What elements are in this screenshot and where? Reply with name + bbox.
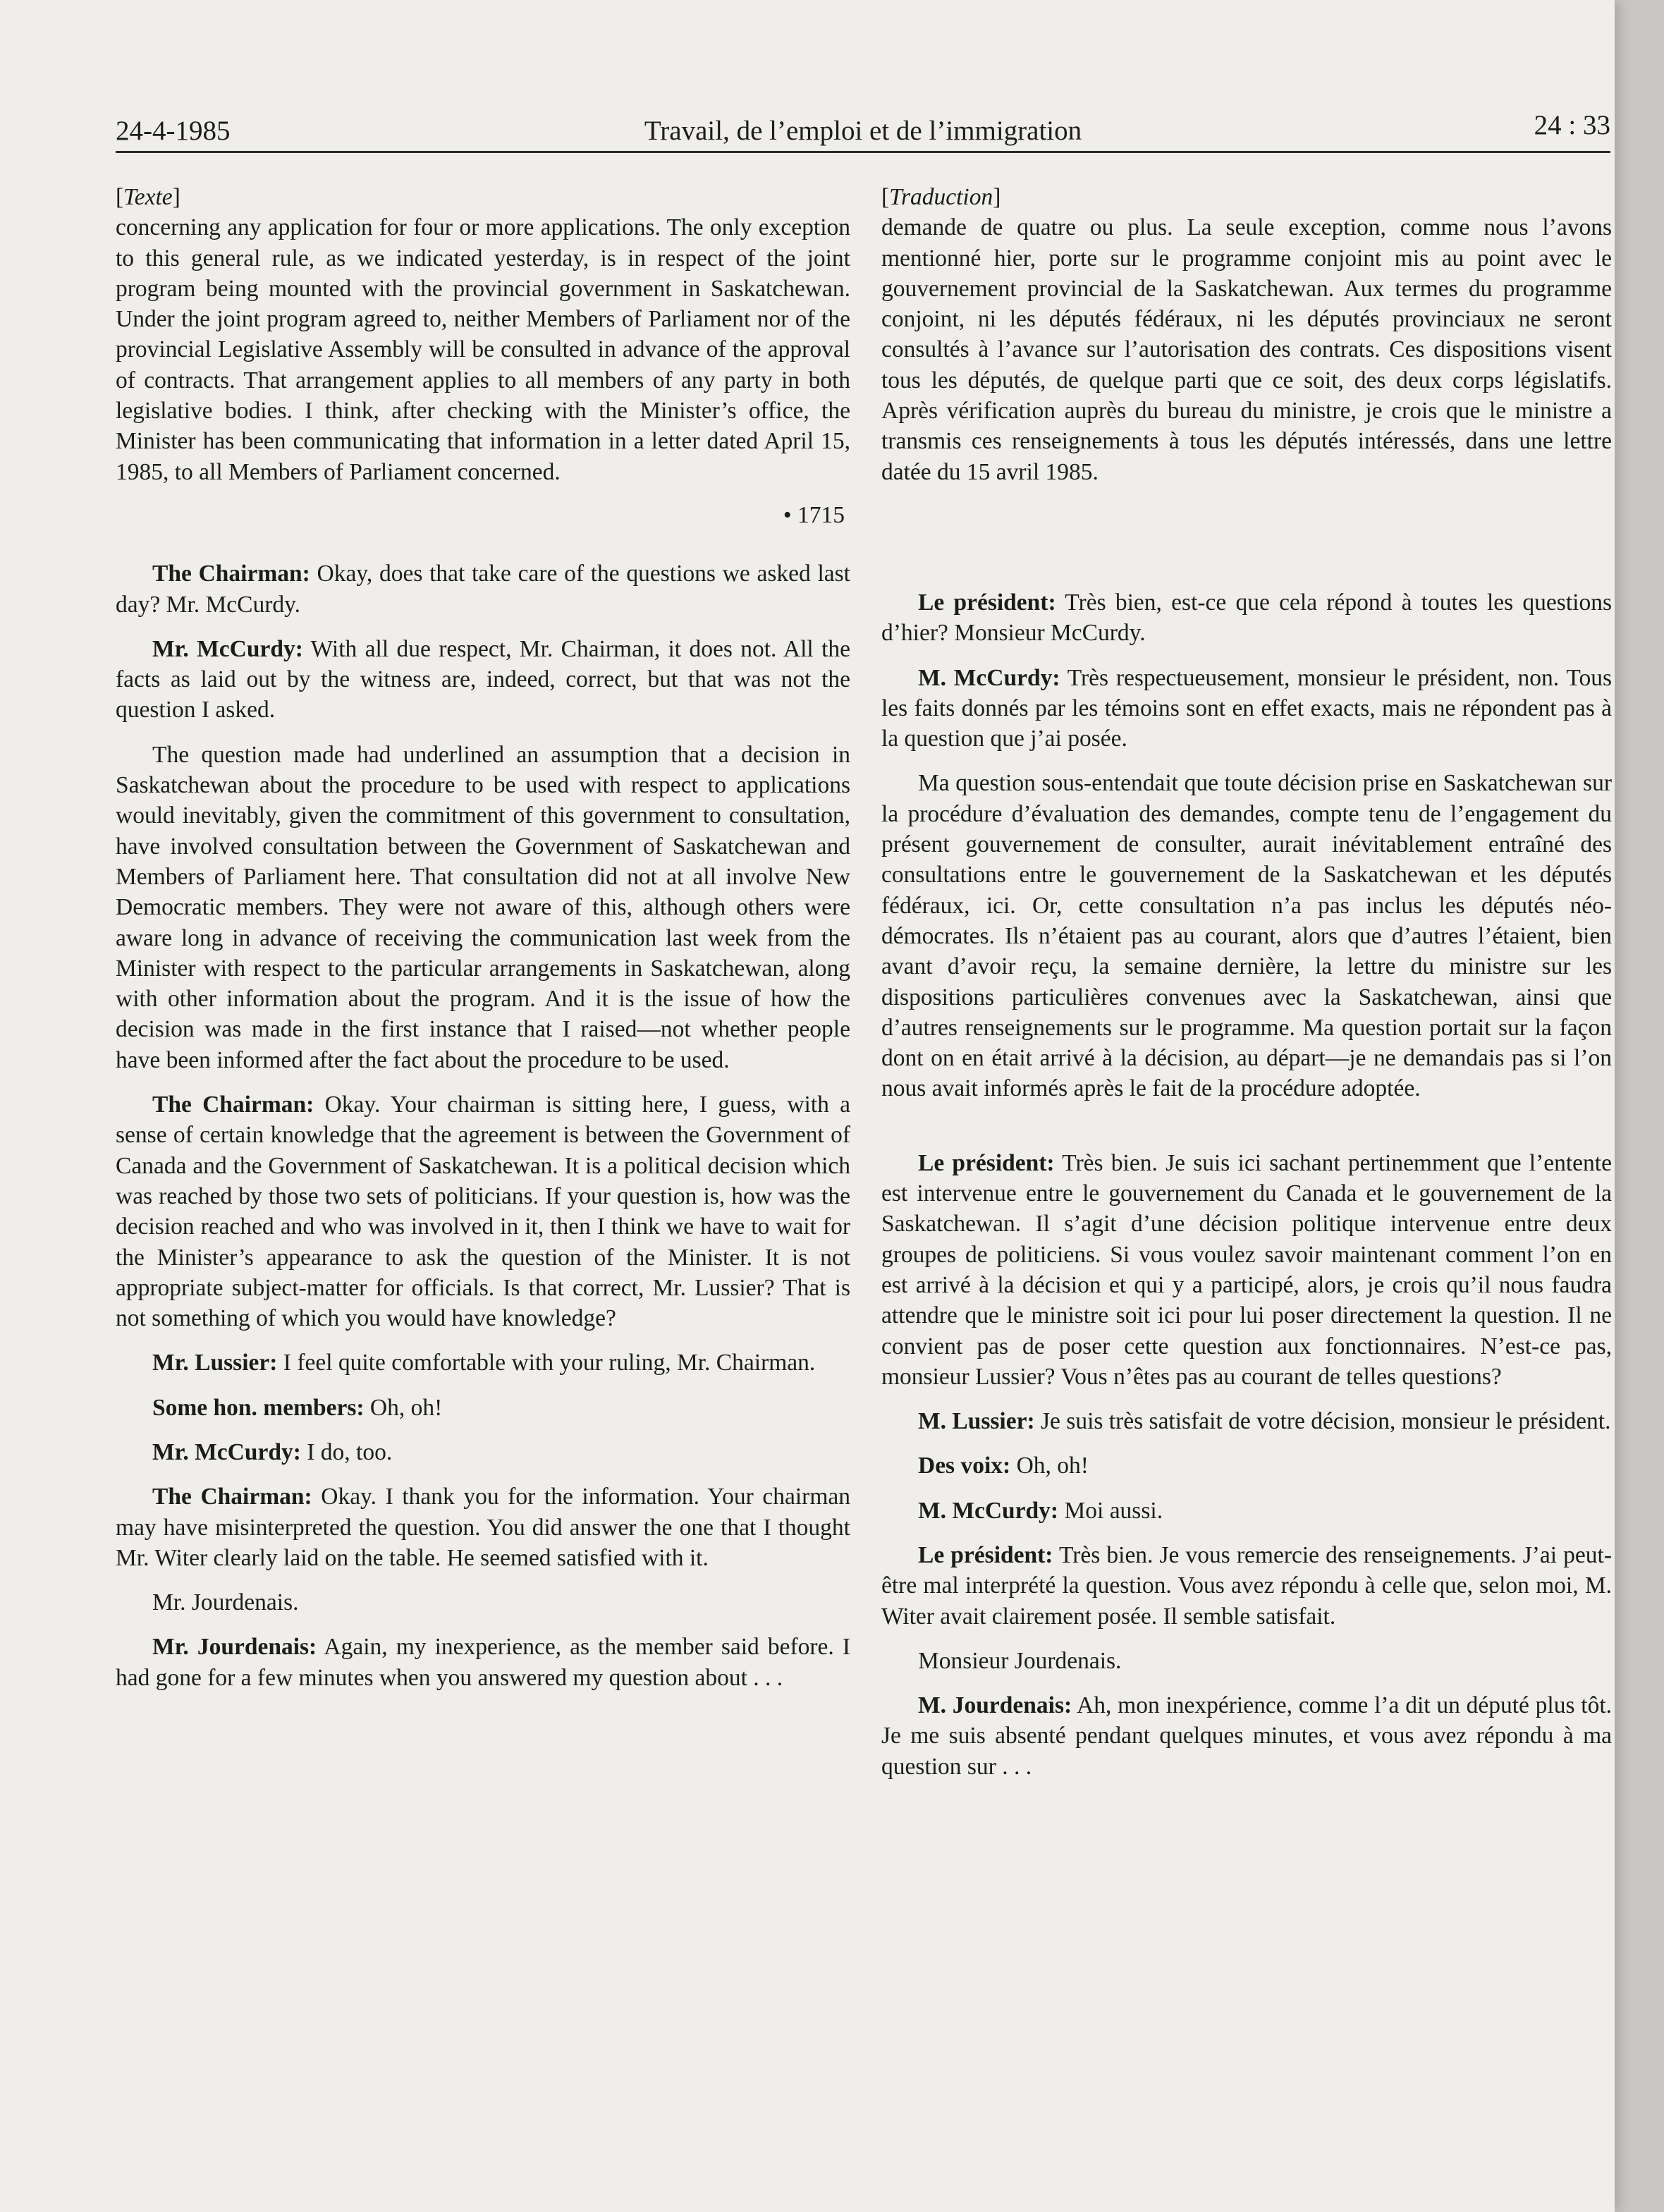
running-header xyxy=(116,107,1610,149)
french-column xyxy=(881,182,1612,1782)
header-date: 24-4-1985 xyxy=(116,116,231,146)
speech-paragraph: The Chairman: Okay, does that take care of the questions we asked last day? Mr. McCurdy. xyxy=(116,561,850,618)
speech-paragraph: Le président: Très bien. Je vous remercie des renseignements. J’ai peut-être mal interprété la question. Vous avez répondu à celle que, selon moi, M. Witer avait clairement posée. Il semble satisfait. xyxy=(881,1541,1612,1630)
english-column xyxy=(116,182,850,1693)
section-label-traduction: [Traduction] xyxy=(881,184,1001,210)
speech-paragraph: Le président: Très bien. Je suis ici sachant pertinemment que l’entente est intervenue entre le gouvernement du Canada et le gouvernement de la Saskatchewan. Il s’agit d’une décision politique intervenue entre deux groupes de politiciens. Si vous voulez savoir maintenant comment l’on en est arrivé à la décision et qui y a participé, alors, je crois qu’il nous faudra attendre que le ministre soit ici pour lui poser directement la question. Il ne convient pas de poser cette question aux fonctionnaires. N’est-ce pas, monsieur Lussier? Vous n’êtes pas au courant de telles questions? xyxy=(881,1149,1612,1390)
speaker-name: Mr. McCurdy: xyxy=(152,1438,301,1465)
speaker-name: Des voix: xyxy=(918,1453,1011,1479)
speech-paragraph: Mr. Lussier: I feel quite comfortable with your ruling, Mr. Chairman. xyxy=(152,1350,816,1376)
speaker-name: Mr. Lussier: xyxy=(152,1350,278,1376)
speech-paragraph: The question made had underlined an assumption that a decision in Saskatchewan about the procedure to be used with respect to applications would inevitably, given the commitment of this government to consultation, have involved consultation between the Government of Saskatchewan and Members of Parliament here. That consultation did not at all involve New Democratic members. They were not aware of this, although others were aware long in advance of receiving the communication last week from the Minister with respect to the particular arrangements in Saskatchewan, along with other information about the program. And it is the issue of how the decision was made in the first instance that I raised—not whether people have been informed after the fact about the procedure to be used. xyxy=(116,741,850,1073)
speech-paragraph: Mr. McCurdy: With all due respect, Mr. Chairman, it does not. All the facts as laid out by the witness are, indeed, correct, but that was not the question I asked. xyxy=(116,635,850,723)
header-rule xyxy=(116,151,1610,153)
section-label-texte: [Texte] xyxy=(116,184,181,210)
time-marker: • 1715 xyxy=(783,501,845,528)
speaker-name: Le président: xyxy=(918,1541,1053,1568)
speaker-name: Some hon. members: xyxy=(152,1394,365,1421)
speaker-name: Le président: xyxy=(918,589,1056,616)
speech-paragraph: M. McCurdy: Moi aussi. xyxy=(918,1497,1163,1524)
speech-paragraph: M. Jourdenais: Ah, mon inexpérience, comme l’a dit un député plus tôt. Je me suis absenté pendant quelques minutes, et vous avez répondu à ma question sur . . . xyxy=(881,1692,1612,1780)
speech-paragraph: Mr. Jourdenais: Again, my inexperience, as the member said before. I had gone for a few minutes when you answered my question about . . . xyxy=(116,1634,850,1691)
opening-text: demande de quatre ou plus. La seule exception, comme nous l’avons mentionné hier, porte sur le programme conjoint mis au point avec le gouvernement provincial de la Saskatchewan. Aux termes du programme conjoint, ni les députés fédéraux, ni les députés provinciaux ne seront consultés à l’avance sur l’autorisation des contrats. Ces dispositions visent tous les députés, de quelque parti que ce soit, des deux corps législatifs. Après vérification auprès du bureau du ministre, je crois que le ministre a transmis ces renseignements à tous les députés intéressés, dans une lettre datée du 15 avril 1985. xyxy=(881,214,1612,485)
header-page-number: 24 : 33 xyxy=(1534,110,1610,140)
speaker-name: M. McCurdy: xyxy=(918,664,1060,691)
header-title: Travail, de l’emploi et de l’immigration xyxy=(644,116,1082,146)
speaker-name: Le président: xyxy=(918,1149,1055,1176)
speech-paragraph: Mr. McCurdy: I do, too. xyxy=(152,1438,393,1465)
speaker-name: M. McCurdy: xyxy=(918,1497,1059,1524)
speaker-name: The Chairman: xyxy=(152,1092,314,1118)
speaker-name: M. Jourdenais: xyxy=(918,1692,1072,1719)
speech-paragraph: Monsieur Jourdenais. xyxy=(918,1647,1122,1674)
speech-paragraph: M. Lussier: Je suis très satisfait de votre décision, monsieur le président. xyxy=(918,1408,1611,1435)
speech-paragraph: Ma question sous-entendait que toute décision prise en Saskatchewan sur la procédure d’évaluation des demandes, compte tenu de l’engagement du présent gouvernement de consulter, aurait inévitablement entraîné des consultations entre le gouvernement de la Saskatchewan et les députés fédéraux, ici. Or, cette consultation n’a pas inclus les députés néo-démocrates. Ils n’étaient pas au courant, alors que d’autres l’étaient, bien avant d’avoir reçu, la semaine dernière, la lettre du ministre sur les dispositions particulières convenues avec la Saskatchewan, ainsi que d’autres renseignements sur le programme. Ma question portait sur la façon dont on en était arrivé à la décision, au départ—je ne demandais pas si l’on nous avait informés après le fait de la procédure adoptée. xyxy=(881,770,1612,1102)
speaker-name: Mr. Jourdenais: xyxy=(152,1634,317,1661)
speech-paragraph: The Chairman: Okay. I thank you for the information. Your chairman may have misinterpreted the question. You did answer the one that I thought Mr. Witer clearly laid on the table. He seemed satisfied with it. xyxy=(116,1484,851,1571)
speech-paragraph: Mr. Jourdenais. xyxy=(152,1589,299,1616)
speech-paragraph: Some hon. members: Oh, oh! xyxy=(152,1394,443,1421)
speaker-name: M. Lussier: xyxy=(918,1408,1035,1435)
speech-paragraph: Des voix: Oh, oh! xyxy=(918,1453,1089,1479)
speaker-name: Mr. McCurdy: xyxy=(152,635,303,662)
speaker-name: The Chairman: xyxy=(152,561,310,587)
speech-paragraph: Le président: Très bien, est-ce que cela répond à toutes les questions d’hier? Monsieur McCurdy. xyxy=(881,589,1612,647)
speech-paragraph: M. McCurdy: Très respectueusement, monsieur le président, non. Tous les faits donnés par les témoins sont en effet exacts, mais ne répondent pas à la question que j’ai posée. xyxy=(881,664,1612,752)
speech-paragraph: The Chairman: Okay. Your chairman is sitting here, I guess, with a sense of certain knowledge that the agreement is between the Government of Canada and the Government of Saskatchewan. It is a political decision which was reached by those two sets of politicians. If your question is, how was the decision reached and who was involved in it, then I think we have to wait for the Minister’s appearance to ask the question of the Minister. It is not appropriate subject-matter for officials. Is that correct, Mr. Lussier? That is not something of which you would have knowledge? xyxy=(116,1092,851,1332)
speaker-name: The Chairman: xyxy=(152,1484,312,1510)
opening-text: concerning any application for four or more applications. The only exception to this general rule, as we indicated yesterday, is in respect of the joint program being mounted with the provincial government in Saskatchewan. Under the joint program agreed to, neither Members of Parliament nor of the provincial Legislative Assembly will be consulted in advance of the approval of contracts. That arrangement applies to all members of any party in both legislative bodies. I think, after checking with the Minister’s office, the Minister has been communicating that information in a letter dated April 15, 1985, to all Members of Parliament concerned. xyxy=(116,214,850,485)
